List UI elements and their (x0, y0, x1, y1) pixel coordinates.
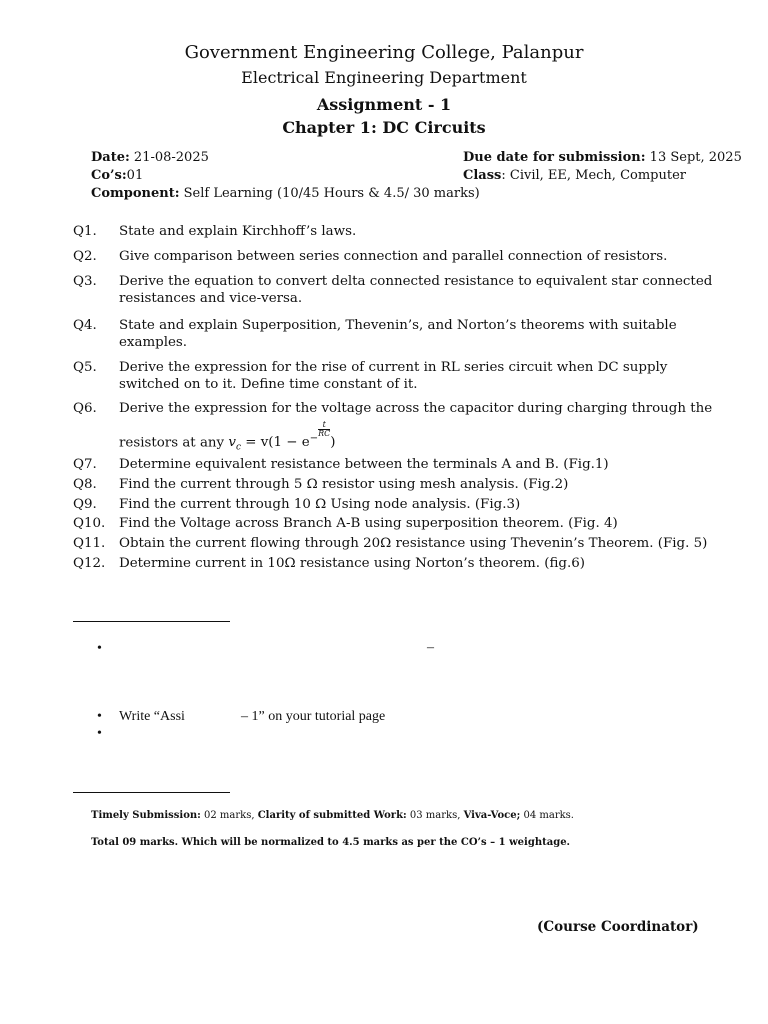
question-text-body: Derive the expression for the voltage across the capacitor during charging through the resistors at any (119, 401, 713, 451)
college-name: Government Engineering College, Palanpur (184, 42, 584, 63)
question-number: Q4. (73, 318, 97, 333)
date-label: Date: (91, 150, 130, 165)
question-number: Q3. (73, 274, 97, 289)
bullet-text-left: Write “Assi (119, 709, 185, 724)
viva-value: 04 marks. (520, 810, 574, 821)
timely-label: Timely Submission: (91, 810, 201, 821)
marks-total: Total 09 marks. Which will be normalized to 4.5 marks as per the CO’s – 1 weightage. (91, 837, 571, 848)
component-value: Self Learning (10/45 Hours & 4.5/ 30 marks) (183, 186, 480, 201)
clarity-value: 03 marks, (406, 810, 464, 821)
question-text: Determine current in 10Ω resistance using Norton’s theorem. (fig.6) (119, 556, 585, 571)
question-number: Q10. (73, 516, 106, 531)
bullet-glyph: • (97, 709, 102, 724)
date-value: 21-08-2025 (133, 150, 209, 165)
question-text: Obtain the current flowing through 20Ω resistance using Thevenin’s Theorem. (Fig. 5) (119, 536, 708, 551)
class-label: Class (463, 168, 502, 183)
question-text: Find the current through 5 Ω resistor using mesh analysis. (Fig.2) (119, 477, 569, 492)
formula (228, 420, 336, 454)
due-date-line (463, 150, 742, 165)
question-text: Determine equivalent resistance between the terminals A and B. (Fig.1) (119, 457, 609, 472)
question-text: Derive the equation to convert delta connected resistance to equivalent star connected resistances and vice-versa. (119, 274, 713, 306)
department-name: Electrical Engineering Department (241, 68, 527, 87)
cos-line (91, 168, 143, 183)
formula-exponent-sign: − (309, 433, 319, 444)
bullet-glyph: • (97, 641, 102, 656)
formula-close: ) (330, 435, 336, 451)
cos-value: 01 (126, 168, 144, 183)
class-line (463, 168, 686, 183)
question-text: Find the current through 10 Ω Using node analysis. (Fig.3) (119, 497, 521, 512)
question-number: Q11. (73, 536, 106, 551)
due-label: Due date for submission: (463, 150, 646, 165)
section-divider (73, 621, 230, 622)
component-label: Component: (91, 186, 180, 201)
viva-label: Viva-Voce; (463, 810, 521, 821)
question-text: State and explain Superposition, Thevenin’s, and Norton’s theorems with suitable examples. (119, 318, 677, 350)
due-value: 13 Sept, 2025 (649, 150, 742, 165)
question-text: Derive the expression for the rise of current in RL series circuit when DC supply switched on to it. Define time constant of it. (119, 360, 668, 392)
formula-lhs: v (228, 435, 236, 451)
marks-breakdown (91, 810, 574, 821)
question-number: Q8. (73, 477, 97, 492)
bullet-text-right: – 1” on your tutorial page (241, 709, 386, 724)
clarity-label: Clarity of submitted Work: (257, 810, 407, 821)
question-text (119, 397, 719, 460)
formula-body: = v(1 − e (241, 435, 310, 451)
question-text: Give comparison between series connection and parallel connection of resistors. (119, 249, 668, 264)
question-number: Q6. (73, 401, 97, 416)
bullet-glyph: • (97, 726, 102, 741)
formula-fraction (318, 421, 330, 438)
question-number: Q5. (73, 360, 97, 375)
date-line (91, 150, 209, 165)
bullet-dash: – (427, 640, 434, 655)
assignment-title: Assignment - 1 (316, 95, 452, 114)
cos-label: Co’s: (91, 168, 127, 183)
question-number: Q7. (73, 457, 97, 472)
formula-fraction-numerator: t (322, 420, 326, 429)
question-number: Q1. (73, 224, 97, 239)
question-number: Q2. (73, 249, 97, 264)
formula-exponent (309, 420, 331, 444)
chapter-title: Chapter 1: DC Circuits (282, 118, 486, 137)
question-number: Q9. (73, 497, 97, 512)
section-divider (73, 792, 230, 793)
class-value: : Civil, EE, Mech, Computer (501, 168, 686, 183)
question-text: State and explain Kirchhoff’s laws. (119, 224, 357, 239)
question-text: Find the Voltage across Branch A-B using superposition theorem. (Fig. 4) (119, 516, 618, 531)
timely-value: 02 marks, (200, 810, 258, 821)
formula-subscript: c (235, 443, 241, 454)
formula-fraction-denominator: RC (318, 429, 331, 438)
question-number: Q12. (73, 556, 106, 571)
component-line (91, 186, 480, 201)
course-coordinator: (Course Coordinator) (537, 919, 699, 935)
